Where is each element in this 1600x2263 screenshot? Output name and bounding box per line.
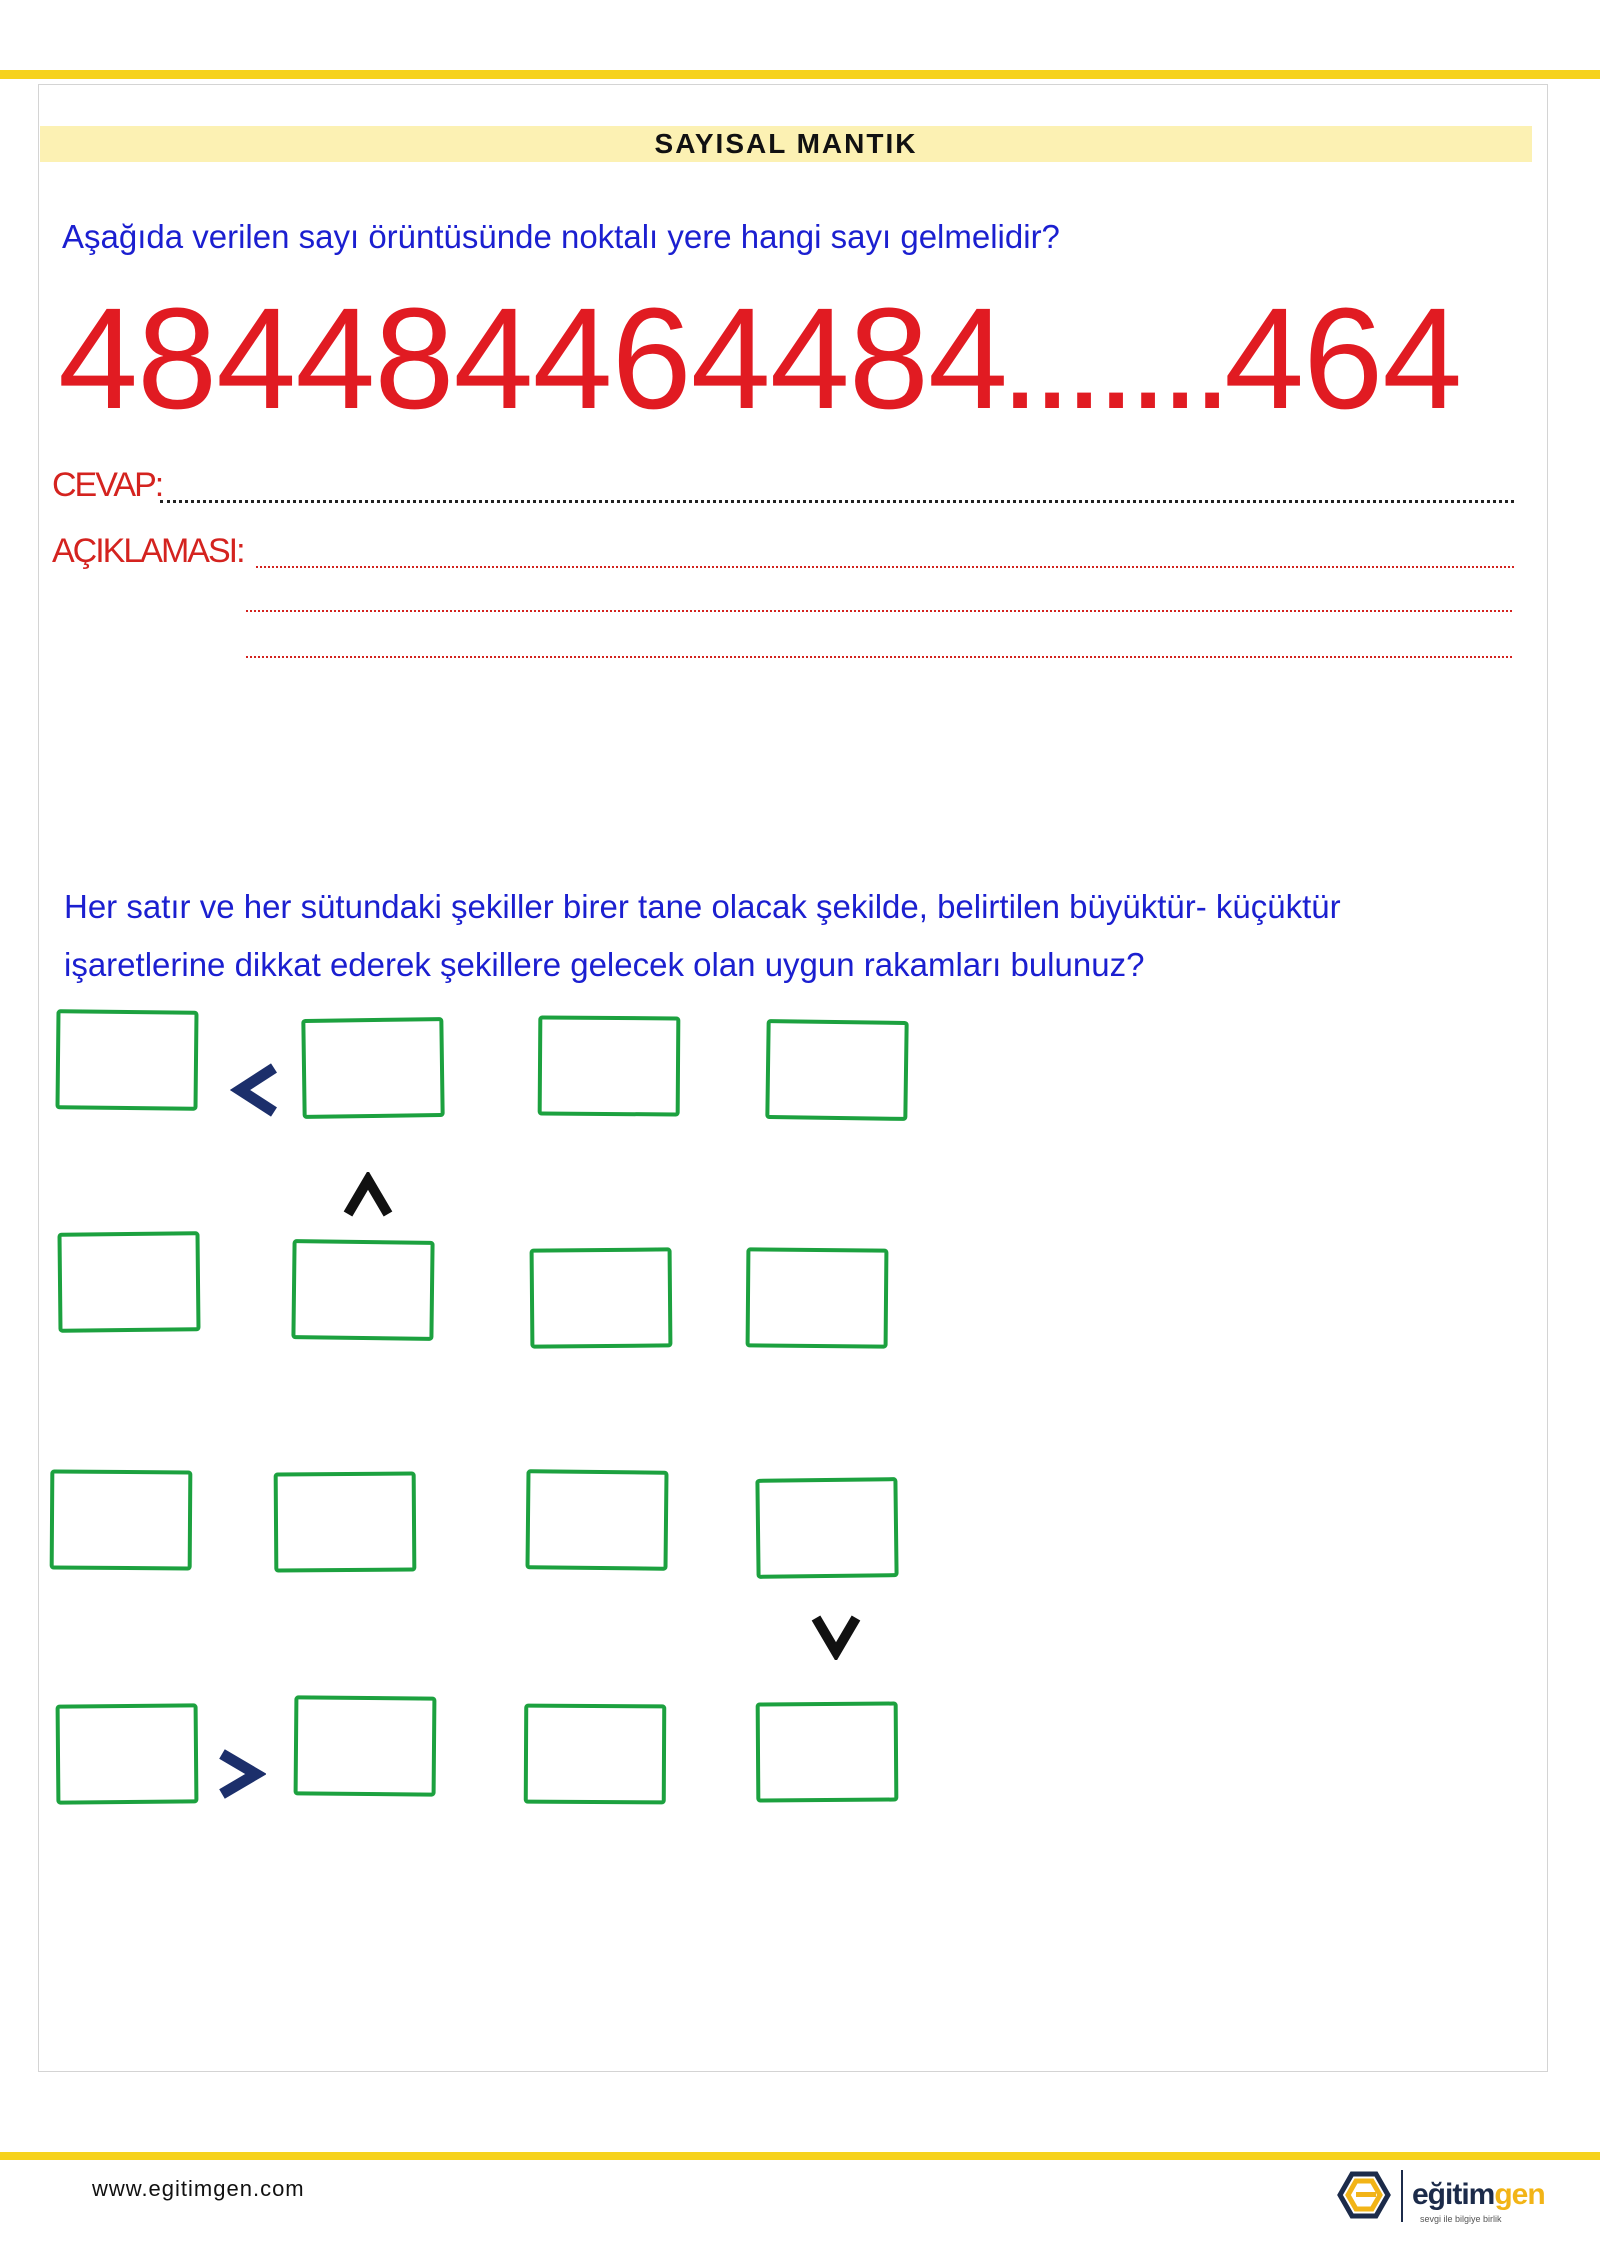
- puzzle-box-r3c1[interactable]: [50, 1470, 193, 1571]
- caret-down-symbol: [810, 1612, 862, 1660]
- sequence-start: 48448446448: [58, 278, 928, 439]
- logo-word-main: eğitim: [1412, 2178, 1495, 2211]
- puzzle-box-r4c3[interactable]: [524, 1704, 667, 1805]
- sequence-end: 464: [1224, 278, 1462, 439]
- answer-label: CEVAP:: [52, 466, 163, 504]
- puzzle-box-r4c4[interactable]: [756, 1702, 899, 1803]
- caret-up-symbol: [342, 1172, 394, 1218]
- question-2-line-2: işaretlerine dikkat ederek şekillere gelecek olan uygun rakamları bulunuz?: [64, 946, 1145, 983]
- explanation-line-2[interactable]: [246, 610, 1512, 612]
- puzzle-box-r2c1[interactable]: [57, 1231, 200, 1332]
- worksheet-title: SAYISAL MANTIK: [40, 126, 1532, 162]
- puzzle-box-r1c2[interactable]: [301, 1017, 444, 1119]
- number-sequence: [58, 278, 1462, 439]
- puzzle-box-r1c1[interactable]: [55, 1009, 198, 1110]
- puzzle-box-r1c4[interactable]: [765, 1019, 908, 1121]
- puzzle-box-r3c4[interactable]: [755, 1477, 898, 1579]
- less-than-symbol: [230, 1062, 280, 1118]
- puzzle-box-r4c2[interactable]: [294, 1695, 437, 1796]
- question-1-text: Aşağıda verilen sayı örüntüsünde noktalı yere hangi sayı gelmelidir?: [62, 218, 1060, 255]
- question-2-line-1: Her satır ve her sütundaki şekiller birer tane olacak şekilde, belirtilen büyüktür- küçüktür: [64, 888, 1341, 925]
- puzzle-box-r3c3[interactable]: [525, 1469, 668, 1570]
- sequence-blank: 4.......: [927, 278, 1225, 439]
- logo-tagline: sevgi ile bilgiye birlik: [1420, 2214, 1502, 2224]
- logo-wordmark: [1412, 2178, 1545, 2212]
- bottom-accent-line: [0, 2152, 1600, 2160]
- puzzle-box-r4c1[interactable]: [56, 1703, 199, 1804]
- puzzle-box-r3c2[interactable]: [274, 1472, 417, 1573]
- answer-line[interactable]: [160, 500, 1514, 503]
- question-2-text: [64, 878, 1464, 994]
- explanation-line-3[interactable]: [246, 656, 1512, 658]
- greater-than-symbol: [216, 1748, 266, 1800]
- logo-word-accent: gen: [1494, 2178, 1545, 2211]
- explanation-label: AÇIKLAMASI:: [52, 532, 244, 570]
- puzzle-box-r2c3[interactable]: [530, 1247, 673, 1348]
- explanation-line-1[interactable]: [256, 566, 1514, 568]
- top-accent-line: [0, 70, 1600, 79]
- puzzle-box-r1c3[interactable]: [538, 1016, 681, 1117]
- puzzle-box-r2c2[interactable]: [291, 1239, 434, 1341]
- website-link[interactable]: www.egitimgen.com: [92, 2176, 305, 2201]
- puzzle-box-r2c4[interactable]: [746, 1247, 889, 1348]
